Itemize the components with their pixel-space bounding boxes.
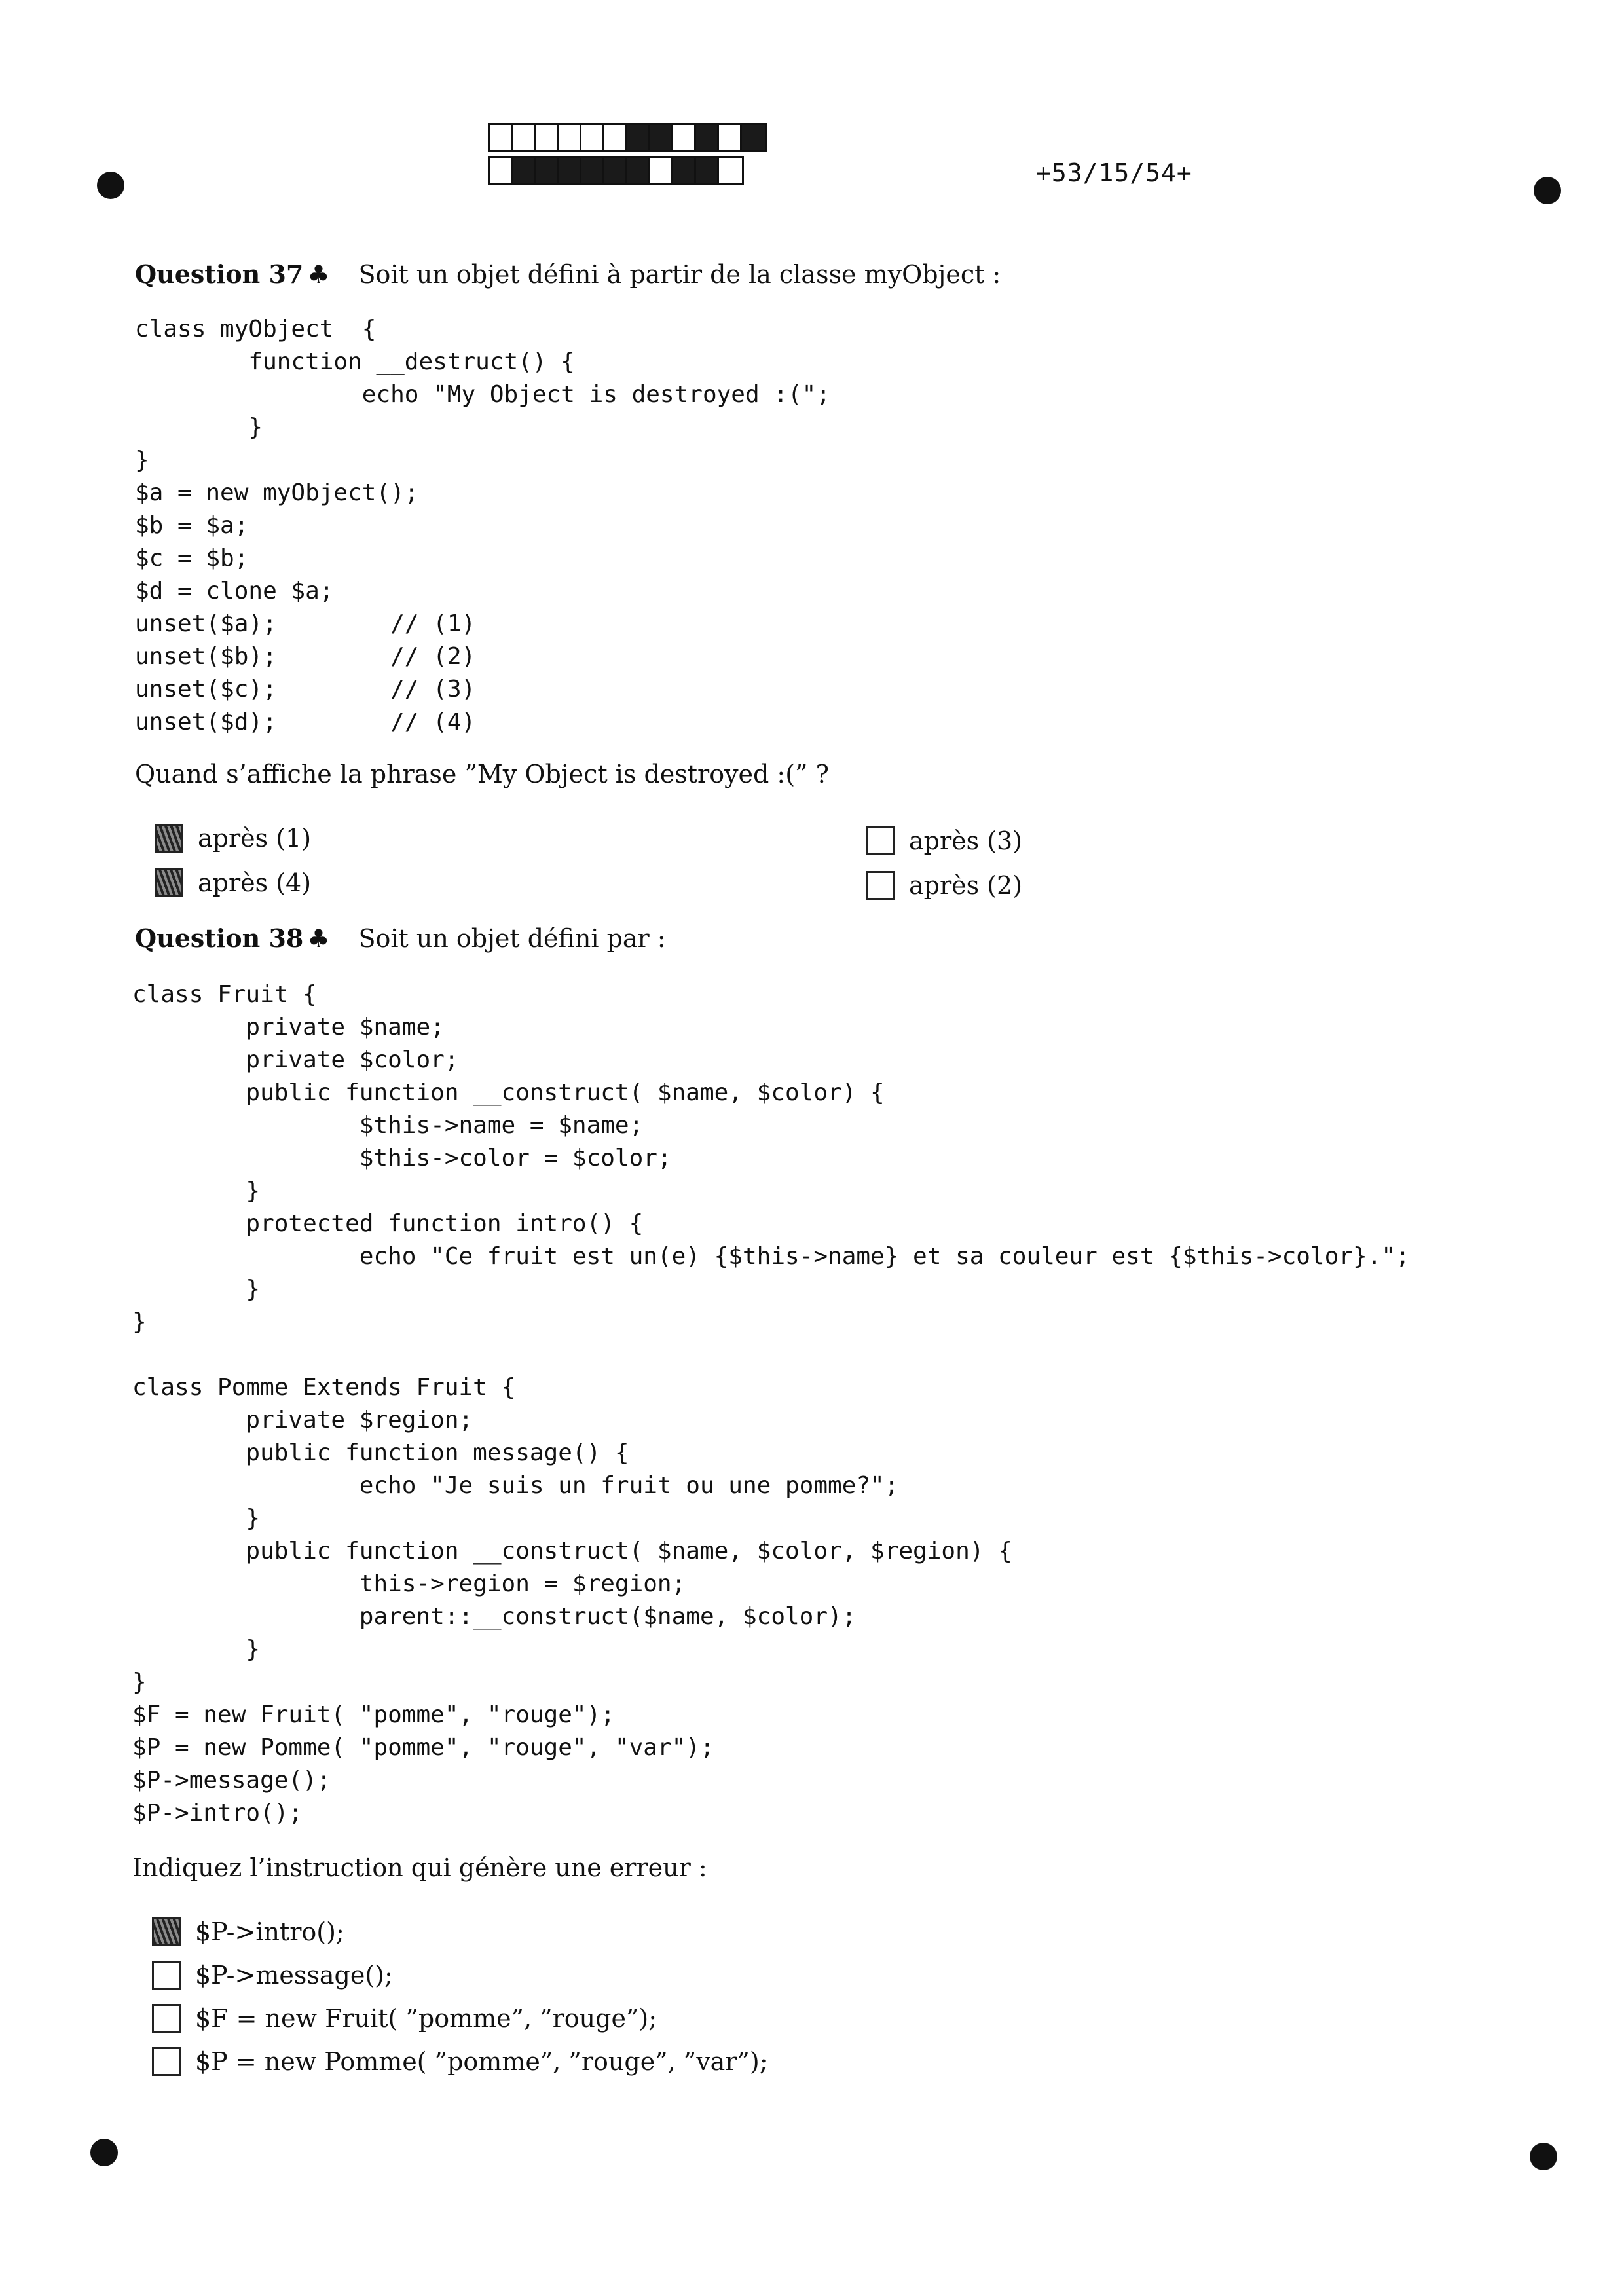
barcode-row-1: [488, 123, 767, 152]
barcode-cell: [490, 158, 513, 183]
registration-mark-top-right: [1534, 177, 1561, 204]
barcode-cell: [581, 158, 604, 183]
barcode-cell: [581, 125, 604, 150]
checkbox[interactable]: [155, 824, 183, 853]
checkbox[interactable]: [152, 2047, 181, 2076]
barcode-cell: [490, 125, 513, 150]
q38-option-1[interactable]: [152, 1914, 344, 1950]
question-37-header: [135, 259, 1001, 289]
q37-option-1[interactable]: [155, 820, 311, 857]
checkbox[interactable]: [866, 871, 895, 900]
option-label: $P->message();: [195, 1961, 393, 1990]
q38-option-3[interactable]: [152, 2000, 657, 2037]
barcode-cell: [719, 158, 742, 183]
option-label: après (1): [198, 824, 312, 853]
barcode-cell: [604, 125, 627, 150]
barcode-cell: [536, 125, 559, 150]
club-icon: ♣: [307, 260, 330, 289]
question-38-label: Question 38: [135, 923, 304, 953]
option-label: après (3): [909, 826, 1023, 855]
option-label: $F = new Fruit( ”pomme”, ”rouge”);: [195, 2004, 657, 2033]
club-icon: ♣: [307, 924, 330, 953]
option-label: après (4): [198, 868, 312, 897]
barcode-cell: [513, 158, 536, 183]
checkbox[interactable]: [152, 2004, 181, 2033]
question-38-prompt: Indiquez l’instruction qui génère une erreur :: [132, 1853, 707, 1882]
barcode-cell: [536, 158, 559, 183]
question-38-text: Soit un objet défini par :: [358, 924, 666, 953]
barcode-cell: [673, 158, 696, 183]
checkbox[interactable]: [866, 826, 895, 855]
barcode-cell: [742, 125, 765, 150]
barcode-cell: [559, 158, 581, 183]
checkbox[interactable]: [152, 1961, 181, 1990]
question-37-prompt: Quand s’affiche la phrase ”My Object is destroyed :(” ?: [135, 760, 829, 788]
registration-mark-bottom-left: [90, 2139, 118, 2166]
option-label: $P->intro();: [195, 1917, 344, 1946]
page-id: +53/15/54+: [1036, 158, 1192, 187]
option-label: après (2): [909, 871, 1023, 900]
registration-mark-bottom-right: [1530, 2143, 1557, 2170]
barcode-cell: [559, 125, 581, 150]
barcode-cell: [650, 158, 673, 183]
q37-option-2[interactable]: [866, 823, 1022, 859]
option-label: $P = new Pomme( ”pomme”, ”rouge”, ”var”);: [195, 2047, 768, 2076]
barcode-cell: [650, 125, 673, 150]
barcode-cell: [696, 158, 719, 183]
barcode-cell: [673, 125, 696, 150]
barcode-cell: [513, 125, 536, 150]
q37-option-4[interactable]: [866, 867, 1022, 904]
barcode-cell: [627, 158, 650, 183]
barcode-cell: [627, 125, 650, 150]
checkbox[interactable]: [155, 868, 183, 897]
barcode-cell: [696, 125, 719, 150]
q37-option-3[interactable]: [155, 864, 311, 901]
q38-option-4[interactable]: [152, 2043, 768, 2080]
question-37-code: class myObject { function __destruct() { echo "My Object is destroyed :("; } } $a = new myObject(); $b = $a; $c = $b; $d = clone $a; unset($a); // (1) unset($b); // (2) unset($c); // (3) unset($d); // (4): [135, 316, 831, 735]
q38-option-2[interactable]: [152, 1957, 393, 1993]
barcode-cell: [719, 125, 742, 150]
barcode-cell: [604, 158, 627, 183]
checkbox[interactable]: [152, 1917, 181, 1946]
question-37-label: Question 37: [135, 259, 304, 289]
question-37-text: Soit un objet défini à partir de la classe myObject :: [358, 260, 1001, 289]
barcode-row-2: [488, 156, 744, 185]
question-38-code: class Fruit { private $name; private $color; public function __construct( $name, $color) { $this->name = $name; $this->color = $color; } protected function intro() { echo "Ce fruit est un(e) {$this->name} et sa couleur est {$this->color}."; } } class Pomme Extends Fruit { private $region; public function message() { echo "Je suis un fruit ou une pomme?"; } public function __construct( $name, $color, $region) { this->region = $region; parent::__construct($name, $color); } } $F = new Fruit( "pomme", "rouge"); $P = new Pomme( "pomme", "rouge", "var"); $P->message(); $P->intro();: [132, 981, 1410, 1826]
registration-mark-top-left: [97, 172, 124, 199]
question-38-header: [135, 923, 666, 953]
